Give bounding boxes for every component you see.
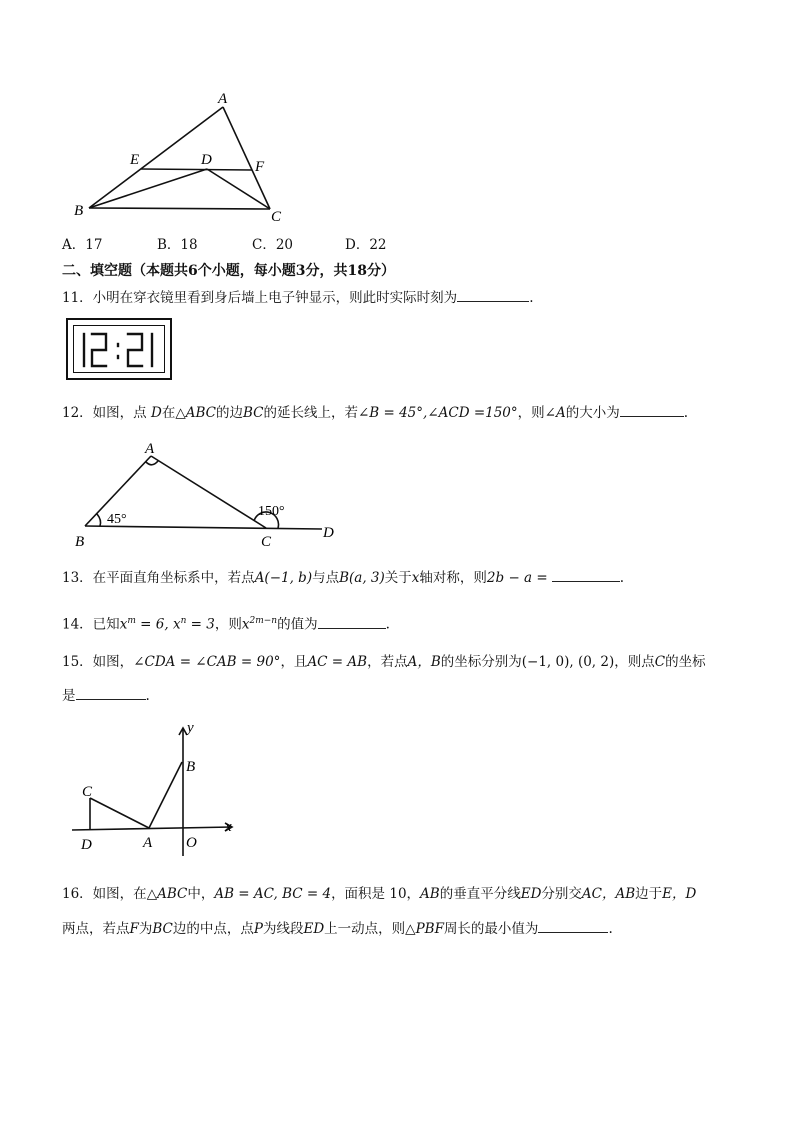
q13-part-2: 与点 [312,570,340,586]
q16-segment-ed: ED [303,921,325,937]
q11-prompt: 11．小明在穿衣镜里看到身后墙上电子钟显示，则此时实际时刻为 [62,290,458,306]
q15-point-c: C [654,654,666,670]
q14-part-1: 14．已知 [62,616,120,633]
q16-part-11: 上一动点，则△ [324,921,416,937]
q16-part-3: ，面积是 10， [331,886,421,902]
q16-point-f: F [129,921,139,937]
q15-part-1: 15．如图， [62,654,134,670]
q16-conditions: AB = AC, BC = 4 [214,886,332,902]
q11-text [62,288,533,307]
q15-label-x: x [225,819,232,835]
q16-pbf: PBF [415,921,444,937]
q12-part-1: 12．如图，点 [62,405,147,421]
q16-points-ed: E，D [662,886,697,902]
q16-part-2: 中， [187,886,215,902]
q15-label-b: B [186,759,196,775]
q15-text-line1 [62,653,706,671]
q16-ed: ED [520,886,542,902]
q12-side-ac [151,456,266,528]
q15-angles: ∠CDA = ∠CAB = 90° [133,654,281,670]
q10-choice-d: D．22 [345,237,387,253]
q15-points: A，B [407,654,441,670]
q10-label-f: F [255,159,265,175]
q16-part-7: 两点，若点 [62,921,130,937]
q16-bc: BC [152,921,173,937]
q14-x3: x [241,616,250,633]
q15-coordinate-figure [62,718,252,860]
q15-period: . [145,688,150,704]
q13-period: . [619,570,624,586]
q16-part-8: 为 [138,921,153,937]
q12-part-3: 的边 [215,405,243,421]
q16-point-p: P [253,921,263,937]
q16-text-line2 [62,919,613,938]
q10-label-c: C [271,209,282,225]
q13-point-a: A(−1, b) [254,570,313,586]
q14-answer-blank [318,615,386,629]
q12-label-d: D [323,525,334,541]
q14-x2: x [172,616,181,633]
q15-coords: (−1, 0), (0, 2) [521,654,615,670]
q16-part-9: 边的中点，点 [172,921,254,937]
q14-x1: x [119,616,128,633]
q15-segment-ca [90,798,149,828]
q12-triangle: △ABC [175,405,216,421]
q11-period: . [529,290,534,306]
q16-part-6: 边于 [635,886,663,902]
q15-x-axis [72,827,232,830]
q15-ac-ab: AC = AB [307,654,368,670]
q15-part-6: 的坐标 [665,654,706,670]
q12-part-4: 的延长线上，若 [263,405,358,421]
q12-period: . [683,405,689,421]
q13-text [62,568,624,587]
q10-choice-c: C．20 [252,237,294,253]
q16-ab: AB [420,886,440,902]
q16-part-12: 周长的最小值为 [443,921,539,937]
q12-part-6: 的大小为 [565,405,620,421]
q10-label-a: A [218,91,228,107]
q12-angle-a: ∠A [544,405,566,421]
q12-angle-mark-b [97,514,101,526]
q12-label-45: 45° [107,512,127,527]
q10-side-bc [89,208,270,209]
q13-part-3: 关于 [384,570,412,586]
q13-part-4: 轴对称，则 [419,570,487,586]
q12-label-150: 150° [258,504,285,519]
q14-m: m [127,616,136,626]
q15-label-a: A [143,835,153,851]
q15-text-line2 [62,686,150,705]
q12-point-d: D [150,405,162,421]
q12-triangle-figure [62,436,352,552]
section-2-heading: 二、填空题（本题共6个小题，每小题3分，共18分） [62,263,395,279]
q14-part-3: 的值为 [277,616,318,633]
q16-part-10: 为线段 [262,921,304,937]
q12-label-a: A [145,441,155,457]
q10-segment-bd [89,169,207,208]
q15-part-3: ，若点 [367,654,408,670]
q12-angle-mark-a [146,461,158,465]
q16-period: . [608,921,613,937]
q13-point-b: B(a, 3) [339,570,385,586]
q14-part-2: ，则 [214,616,242,633]
q16-triangle: △ABC [146,886,188,902]
q13-part-1: 13．在平面直角坐标系中，若点 [62,570,255,586]
q14-exponent: 2m−n [249,616,278,626]
q15-label-y: y [187,720,194,736]
q11-answer-blank [457,288,529,302]
q15-part-4: 的坐标分别为 [440,654,522,670]
q12-side-bc: BC [242,405,264,421]
q10-triangle-figure [60,85,300,230]
q16-sides: AC，AB [581,886,636,902]
q10-choice-a: A．17 [62,237,103,253]
q12-answer-blank [620,403,684,417]
q15-segment-ab [149,762,182,828]
q12-part-2: 在 [161,405,176,421]
q16-answer-blank [538,919,608,933]
q14-eq1: = 6, [135,616,173,633]
q15-answer-blank [76,686,146,700]
q14-n: n [180,616,187,626]
q14-eq2: = 3 [186,616,215,633]
q16-part-4: 的垂直平分线 [439,886,521,902]
q15-part-7: 是 [62,688,76,704]
q13-expression: 2b − a = [486,570,548,586]
q11-digital-clock [66,318,172,380]
q16-text-line1 [62,885,696,903]
q16-part-1: 16．如图，在 [62,886,147,902]
q10-label-d: D [201,152,212,168]
q14-text [62,612,390,634]
q13-answer-blank [552,568,620,582]
q12-label-b: B [75,534,85,550]
q15-label-d: D [81,837,92,853]
q16-part-5: 分别交 [541,886,582,902]
q12-part-5: ，则 [517,405,545,421]
q14-period: . [385,616,390,633]
q11-clock-digits [78,330,164,372]
q12-angles: ∠B = 45°,∠ACD =150° [357,405,518,421]
q10-choice-b: B．18 [157,237,198,253]
q10-segment-ef [141,169,252,170]
q10-label-b: B [74,203,84,219]
q12-label-c: C [261,534,272,550]
q15-part-5: ，则点 [614,654,655,670]
q12-text [62,403,688,422]
q15-label-o: O [186,835,197,851]
q15-part-2: ，且 [280,654,308,670]
q13-x: x [411,570,420,586]
q10-label-e: E [130,152,140,168]
q15-label-c: C [82,784,93,800]
